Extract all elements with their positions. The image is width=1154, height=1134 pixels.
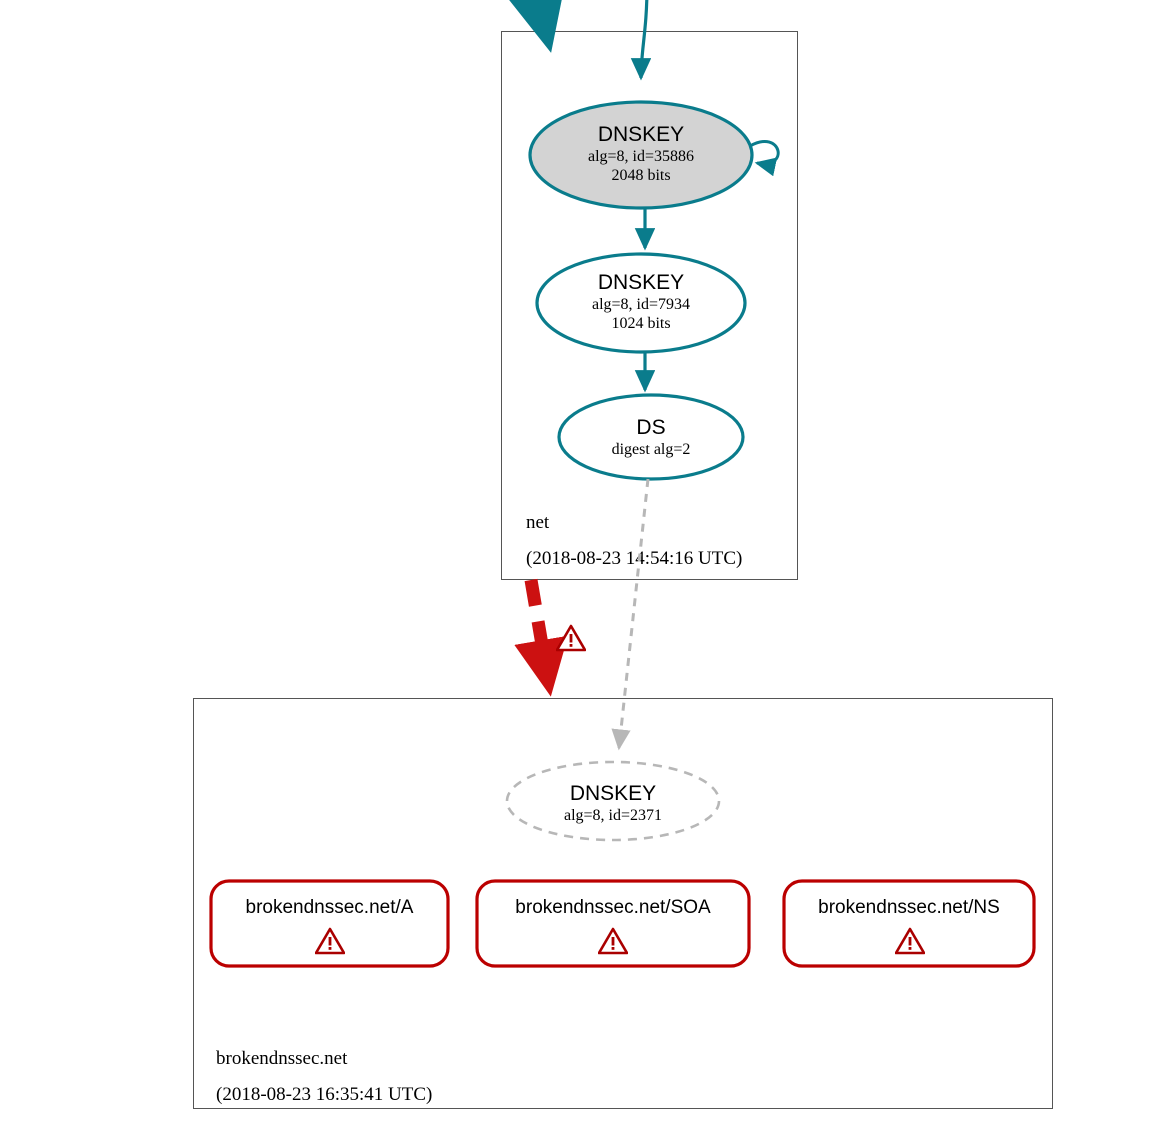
node-net-ds-shape[interactable]	[559, 395, 743, 479]
node-net-ds-digest: digest alg=2	[611, 441, 691, 458]
node-net-zsk-shape[interactable]	[537, 254, 745, 352]
node-net-zsk-size: 1024 bits	[611, 315, 671, 332]
node-net-ds-title: DS	[636, 416, 666, 439]
zone-label-net: net	[526, 512, 550, 533]
warning-icon-rrset-a	[315, 927, 345, 960]
node-net-ksk-title: DNSKEY	[597, 123, 685, 146]
node-child-dnskey-shape[interactable]	[507, 762, 719, 840]
edge-ksk-self-loop	[750, 141, 778, 163]
edge-ds-to-child-dnskey	[619, 479, 648, 748]
node-net-ksk-alg: alg=8, id=35886	[587, 148, 695, 165]
warning-icon-rrset-soa	[598, 927, 628, 960]
rrset-a-label: brokendnssec.net/A	[245, 897, 414, 918]
zone-label-brokendnssec: brokendnssec.net	[216, 1048, 348, 1069]
warning-icon-delegation	[556, 624, 586, 657]
node-net-ksk-shape[interactable]	[530, 102, 752, 208]
edge-incoming-thin	[641, 0, 647, 78]
edge-incoming-thick	[535, 0, 548, 40]
node-net-zsk-alg: alg=8, id=7934	[591, 296, 691, 313]
rrset-soa-label: brokendnssec.net/SOA	[515, 897, 711, 918]
zone-timestamp-net: (2018-08-23 14:54:16 UTC)	[526, 548, 743, 569]
zone-timestamp-brokendnssec: (2018-08-23 16:35:41 UTC)	[216, 1084, 433, 1105]
node-child-dnskey-title: DNSKEY	[569, 782, 657, 805]
edge-net-to-brokendnssec-bogus	[531, 580, 548, 680]
node-child-dnskey-alg: alg=8, id=2371	[563, 807, 663, 824]
node-net-zsk-title: DNSKEY	[597, 271, 685, 294]
warning-icon-rrset-ns	[895, 927, 925, 960]
rrset-ns-label: brokendnssec.net/NS	[818, 897, 1000, 918]
node-net-ksk-size: 2048 bits	[611, 167, 671, 184]
